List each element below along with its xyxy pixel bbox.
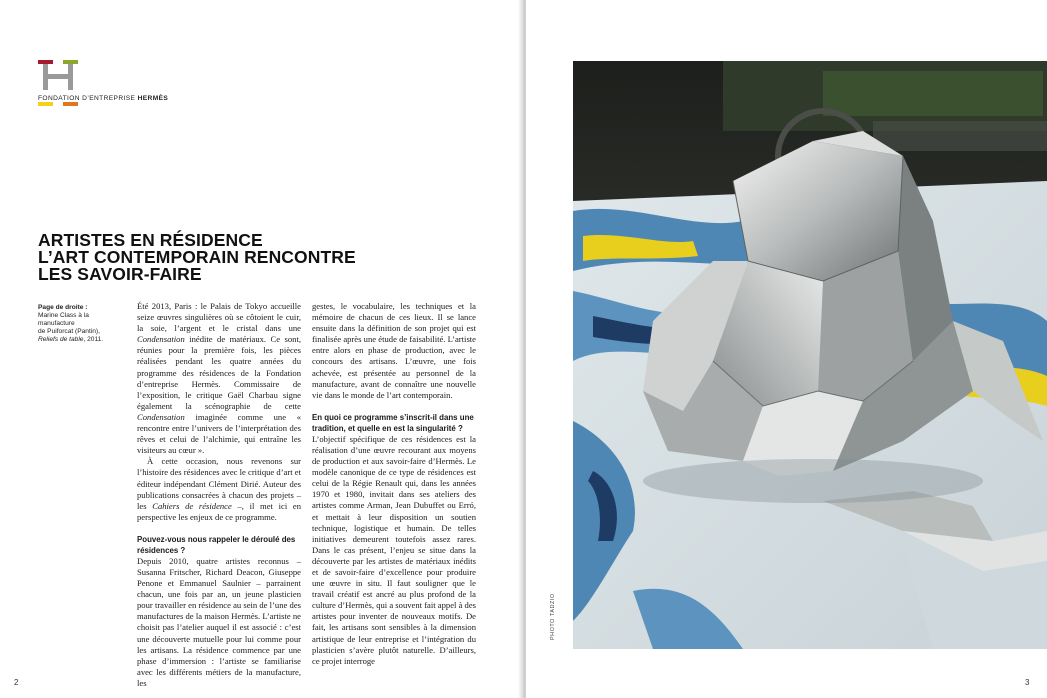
paragraph-3: Depuis 2010, quatre artistes reconnus – Susanna Fritscher, Richard Deacon, Giuseppe Penone et Emmanuel Saulnier – parrainent chacun, une fois par an, un jeune plasticien pour travailler en résidence au sein de l’une des manufactures de la maison Hermès. L’artiste ne choisit pas l’atelier auquel il est associé : c’est une découverte mutuelle pour lui comme pour les artisans. La résidence commence par une phase d’immersion : l’artiste se familiarise avec les différents métiers de la manufacture, les — [137, 555, 301, 688]
paragraph-1 — [137, 301, 301, 456]
left-page — [0, 0, 522, 698]
p1-text-b: inédite de matériaux. Ce sont, réunies pour la première fois, les pièces réalisées pendant les quatre années du programme des résidences de la Fondation d’entreprise Hermès. Commissaire de l’exposition, le critique Gaël Charbau signe également la scénographie de cette — [137, 334, 301, 411]
p1-text-a: Été 2013, Paris : le Palais de Tokyo accueille seize œuvres singulières où se côtoient le cuir, la soie, l’argent et le cristal dans une — [137, 301, 301, 334]
photo-credit: PHOTO TADZIO — [550, 593, 556, 640]
page-number-right: 3 — [1025, 678, 1030, 687]
title-line-3: LES SAVOIR-FAIRE — [38, 264, 202, 284]
logo-text — [38, 95, 168, 102]
caption-line-1: Marine Class à la manufacture — [38, 312, 89, 327]
text-column-2 — [312, 301, 476, 667]
caption-head: Page de droite : — [38, 304, 88, 311]
p2-text-b: –, il met ici en perspective les enjeux de ce programme. — [137, 500, 301, 522]
sculpture-photo — [573, 61, 1047, 649]
paragraph-5: L’objectif spécifique de ces résidences est la réalisation d’une œuvre recourant aux moyens de production et aux savoir-faire d’Hermès. Le modèle canonique de ce type de résidences est celui de la Régie Renault qui, dans les années 1970 et 1980, invitait dans ses ateliers des artistes comme Arman, Jean Dubuffet ou Erró, et mettait à leur disposition un soutien technique, logistique et humain. De telles initiatives demeurent toutefois assez rares. Dans le cas présent, l’enjeu se situe dans la découverte par les artistes de matériaux inédits et de savoir-faire d’excellence pour produire une œuvre in situ. Il faut souligner que le travail créatif est ancré au plus profond de la culture d’Hermès, qui a souvent fait appel à des artistes pour inventer de nouveaux motifs. De fait, les artisans sont sensibles à la dimension artistique de leur entreprise et l’intégration du plasticien s’avère plutôt naturelle. D’ailleurs, ce projet interroge — [312, 433, 476, 666]
paragraph-4: gestes, le vocabulaire, les techniques et la mémoire de chacun de ces lieux. Il se lance ensuite dans la définition de son projet qui est finalisée après une étude de faisabilité. L’artiste entre alors en phase de production, avec le concours des artisans. L’œuvre, une fois achevée, est présentée au personnel de la manufacture, avant de connaître une nouvelle vie dans le monde de l’art contemporain. — [312, 301, 476, 400]
hermes-foundation-h-icon — [38, 60, 80, 110]
caption-year: , 2011. — [83, 336, 104, 343]
title-line-1: ARTISTES EN RÉSIDENCE — [38, 230, 263, 250]
sculpture-photo-icon — [573, 61, 1047, 649]
interview-question-1: Pouvez-vous nous rappeler le déroulé des résidences ? — [137, 534, 296, 555]
p1-text-c: imaginée comme une « rencontre entre l’univers de l’interprétation des rêves et celui de l’alchimie, qui entraîne les visiteurs au cœur ». — [137, 411, 301, 456]
page-number-left: 2 — [14, 678, 19, 687]
paragraph-2 — [137, 456, 301, 523]
photo-caption — [38, 304, 126, 344]
foundation-logo — [38, 60, 188, 116]
logo-text-brand: HERMÈS — [137, 95, 169, 102]
logo-text-prefix: FONDATION D’ENTREPRISE — [38, 95, 138, 102]
p1-emphasis: Condensation — [137, 334, 185, 345]
interview-question-2: En quoi ce programme s’inscrit-il dans une tradition, et quelle en est la singularité ? — [312, 412, 474, 433]
p2-text-a: À cette occasion, nous revenons sur l’histoire des résidences avec le critique d’art et éditeur indépendant Clément Dirié. Auteur des publications consacrées à chacun des projets – les — [137, 456, 301, 511]
caption-line-2: de Puiforcat (Pantin), — [38, 328, 100, 335]
caption-work-title: Reliefs de table — [38, 336, 84, 343]
title-line-2: L’ART CONTEMPORAIN RENCONTRE — [38, 247, 356, 267]
p1-emphasis-2: Condensation — [137, 411, 185, 422]
p2-emphasis: Cahiers de résidence — [152, 500, 232, 511]
article-title — [38, 232, 368, 283]
text-column-1 — [137, 301, 301, 689]
